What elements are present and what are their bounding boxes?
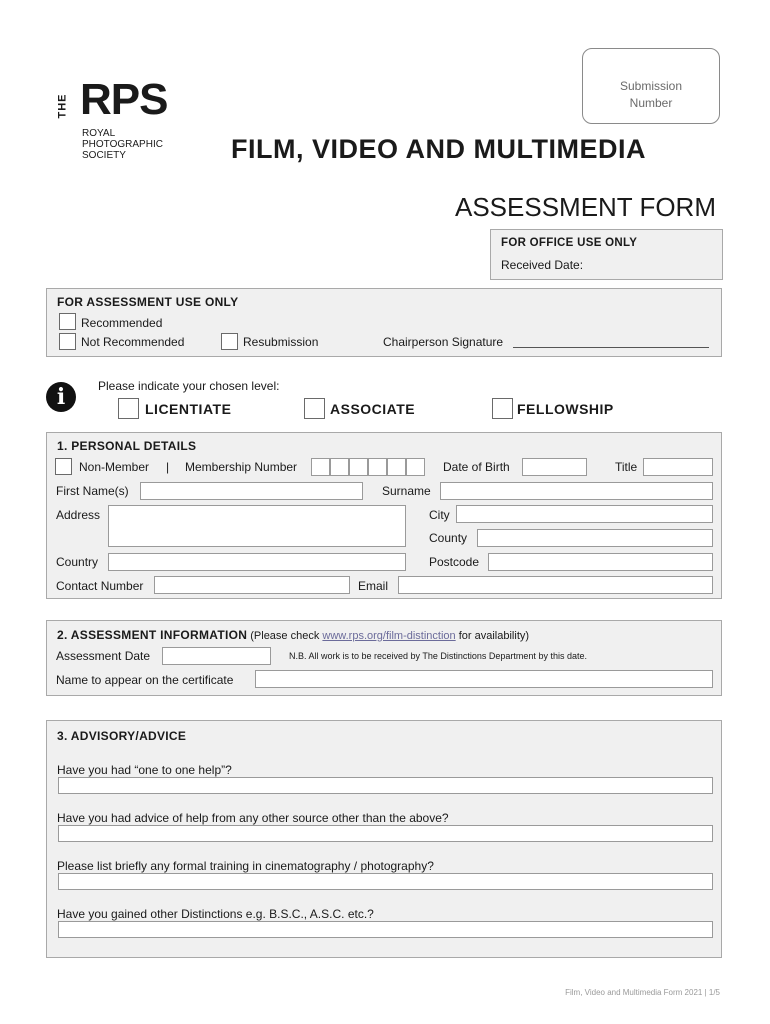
title-field[interactable] xyxy=(643,458,713,476)
surname-label: Surname xyxy=(382,484,431,498)
advisory-answer-4[interactable] xyxy=(58,921,713,938)
membership-digit[interactable] xyxy=(406,458,425,476)
first-names-label: First Name(s) xyxy=(56,484,129,498)
email-field[interactable] xyxy=(398,576,713,594)
office-use-panel xyxy=(490,229,723,280)
assessment-use-panel xyxy=(46,288,722,357)
certificate-name-label: Name to appear on the certificate xyxy=(56,673,234,687)
licentiate-checkbox[interactable] xyxy=(118,398,139,419)
contact-number-field[interactable] xyxy=(154,576,350,594)
fellowship-label: FELLOWSHIP xyxy=(517,401,614,417)
advisory-answer-3[interactable] xyxy=(58,873,713,890)
personal-details-heading: 1. PERSONAL DETAILS xyxy=(57,439,197,453)
email-label: Email xyxy=(358,579,389,593)
membership-number-label: Membership Number xyxy=(185,460,298,474)
resubmission-label: Resubmission xyxy=(243,335,319,349)
nb-note: N.B. All work is to be received by The Distinctions Department by this date. xyxy=(289,651,587,661)
page-subtitle: ASSESSMENT FORM xyxy=(454,192,716,222)
logo-line1: ROYAL xyxy=(82,128,116,139)
non-member-checkbox[interactable] xyxy=(55,458,72,475)
dob-field[interactable] xyxy=(522,458,587,476)
logo-line2: PHOTOGRAPHIC xyxy=(82,139,163,150)
advisory-panel xyxy=(46,720,722,958)
advisory-answer-1[interactable] xyxy=(58,777,713,794)
title-label: Title xyxy=(615,460,638,474)
personal-details-panel xyxy=(46,432,722,599)
not-recommended-label: Not Recommended xyxy=(81,335,185,349)
submission-number-box[interactable] xyxy=(582,48,720,124)
licentiate-label: LICENTIATE xyxy=(145,401,232,417)
dob-label: Date of Birth xyxy=(443,460,510,474)
logo-line3: SOCIETY xyxy=(82,150,126,161)
recommended-checkbox[interactable] xyxy=(59,313,76,330)
certificate-name-field[interactable] xyxy=(255,670,713,688)
advisory-question-4: Have you gained other Distinctions e.g. B.S.C., A.S.C. etc.? xyxy=(57,907,374,921)
info-icon: i xyxy=(46,382,76,412)
city-label: City xyxy=(429,508,450,522)
advisory-question-3: Please list briefly any formal training in cinematography / photography? xyxy=(57,859,434,873)
submission-label-1: Submission xyxy=(619,79,683,93)
country-label: Country xyxy=(56,555,99,569)
membership-digit[interactable] xyxy=(387,458,406,476)
membership-digit[interactable] xyxy=(330,458,349,476)
country-field[interactable] xyxy=(108,553,406,571)
advisory-question-1: Have you had “one to one help”? xyxy=(57,763,232,777)
chair-signature-line[interactable] xyxy=(513,347,709,348)
rps-logo xyxy=(56,75,188,175)
logo-the: THE xyxy=(56,93,69,119)
county-field[interactable] xyxy=(477,529,713,547)
level-prompt: Please indicate your chosen level: xyxy=(98,379,280,393)
chair-signature-label: Chairperson Signature xyxy=(383,335,504,349)
membership-digit[interactable] xyxy=(311,458,330,476)
fellowship-checkbox[interactable] xyxy=(492,398,513,419)
membership-digit[interactable] xyxy=(349,458,368,476)
logo-rps: RPS xyxy=(80,75,168,124)
contact-number-label: Contact Number xyxy=(56,579,144,593)
assessment-note-post: for availability) xyxy=(458,630,530,642)
page-footer: Film, Video and Multimedia Form 2021 | 1/5 xyxy=(565,988,720,997)
assessment-date-label: Assessment Date xyxy=(56,649,151,663)
office-use-heading: FOR OFFICE USE ONLY xyxy=(501,237,638,249)
surname-field[interactable] xyxy=(440,482,713,500)
not-recommended-checkbox[interactable] xyxy=(59,333,76,350)
membership-digit[interactable] xyxy=(368,458,387,476)
address-field[interactable] xyxy=(108,505,406,547)
advisory-answer-2[interactable] xyxy=(58,825,713,842)
assessment-info-panel xyxy=(46,620,722,696)
film-distinction-link[interactable]: www.rps.org/film-distinction xyxy=(322,630,456,642)
associate-checkbox[interactable] xyxy=(304,398,325,419)
membership-number-boxes[interactable] xyxy=(311,458,425,476)
assessment-use-heading: FOR ASSESSMENT USE ONLY xyxy=(57,295,239,309)
county-label: County xyxy=(429,531,468,545)
city-field[interactable] xyxy=(456,505,713,523)
submission-label-2: Number xyxy=(629,96,673,110)
postcode-label: Postcode xyxy=(429,555,480,569)
assessment-date-field[interactable] xyxy=(162,647,271,665)
page-title: FILM, VIDEO AND MULTIMEDIA xyxy=(231,134,646,164)
assessment-info-header-row xyxy=(57,628,529,642)
advisory-question-2: Have you had advice of help from any other source other than the above? xyxy=(57,811,449,825)
first-names-field[interactable] xyxy=(140,482,363,500)
assessment-info-heading: 2. ASSESSMENT INFORMATION xyxy=(57,628,248,642)
advisory-heading: 3. ADVISORY/ADVICE xyxy=(57,729,187,743)
address-label: Address xyxy=(56,508,101,522)
recommended-label: Recommended xyxy=(81,316,163,330)
assessment-note-pre: (Please check xyxy=(250,630,320,642)
non-member-label: Non-Member xyxy=(79,460,150,474)
associate-label: ASSOCIATE xyxy=(330,401,416,417)
received-date-label: Received Date: xyxy=(501,258,584,272)
separator: | xyxy=(166,460,170,474)
resubmission-checkbox[interactable] xyxy=(221,333,238,350)
postcode-field[interactable] xyxy=(488,553,713,571)
